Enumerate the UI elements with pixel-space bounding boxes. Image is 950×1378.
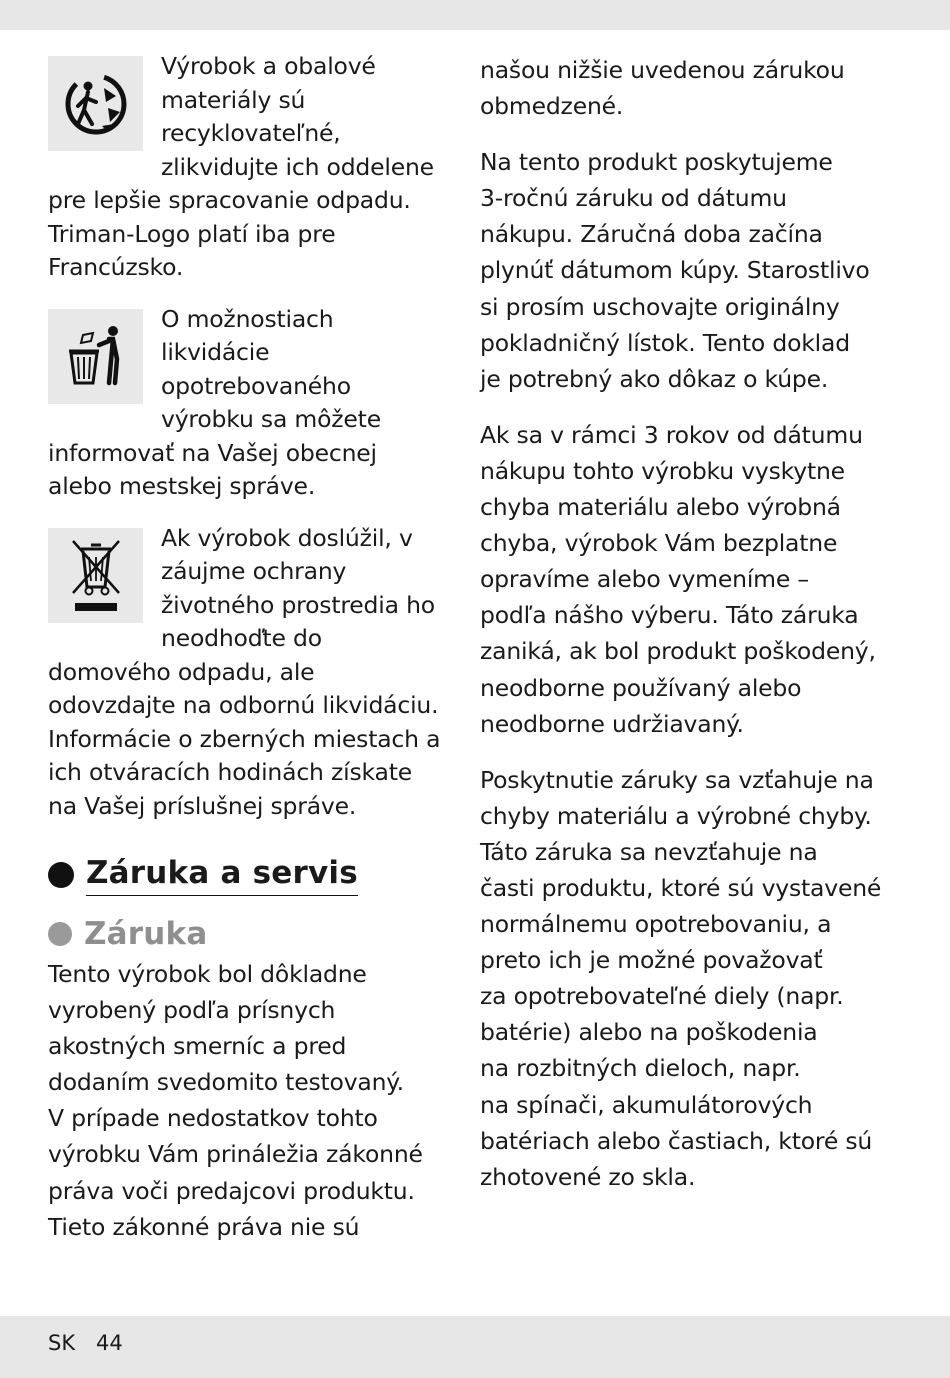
text-line: podľa nášho výberu. Táto záruka — [480, 601, 859, 630]
text-line: zaniká, ak bol produkt poškodený, — [480, 637, 876, 666]
text-line: pokladničný lístok. Tento doklad — [480, 328, 850, 357]
warranty-paragraph-2 — [480, 144, 900, 397]
text-line: pre lepšie spracovanie odpadu. — [48, 186, 411, 214]
black-bullet-icon — [48, 862, 74, 888]
text-line: Triman-Logo platí iba pre — [48, 219, 336, 248]
text-line: O možnostiach — [161, 304, 334, 333]
text-line: vyrobený podľa prísnych — [48, 996, 336, 1025]
section-title: Záruka a servis — [86, 853, 358, 896]
text-line: Tento výrobok bol dôkladne — [48, 960, 367, 988]
subsection-title: Záruka — [84, 916, 208, 952]
warranty-intro-paragraph — [48, 956, 448, 1245]
text-line: preto ich je možné považovať — [480, 946, 823, 975]
right-column — [480, 52, 900, 1215]
text-line: životného prostredia ho — [161, 590, 435, 619]
left-column — [48, 50, 448, 1265]
text-line: chyba materiálu alebo výrobná — [480, 493, 841, 522]
text-line: dodaním svedomito testovaný. — [48, 1068, 404, 1097]
text-line: našou nižšie uvedenou zárukou — [480, 56, 845, 84]
text-line: akostných smerníc a pred — [48, 1032, 347, 1061]
text-line: Francúzsko. — [48, 253, 184, 281]
footer-page-number: 44 — [96, 1331, 123, 1355]
text-line: výrobku Vám prináležia zákonné — [48, 1140, 423, 1169]
text-line: neodborne používaný alebo — [480, 673, 802, 702]
waste-bin-disposal-icon — [48, 309, 143, 404]
text-line: Tieto zákonné práva nie sú — [48, 1212, 360, 1241]
footer-bar — [0, 1316, 950, 1378]
text-line: nákupu. Záručná doba začína — [480, 220, 823, 249]
warranty-paragraph-1 — [480, 52, 900, 124]
text-line: zhotovené zo skla. — [480, 1162, 696, 1191]
text-line: obmedzené. — [480, 92, 624, 121]
triman-recycling-icon — [48, 56, 143, 151]
text-line: na rozbitných dieloch, napr. — [480, 1054, 801, 1083]
text-line: Výrobok a obalové — [161, 52, 376, 80]
text-line: neodhoďte do — [161, 624, 322, 652]
text-line: plynúť dátumom kúpy. Starostlivo — [480, 256, 870, 285]
text-line: Na tento produkt poskytujeme — [480, 148, 833, 177]
text-line: na Vašej príslušnej správe. — [48, 791, 357, 820]
warranty-paragraph-3 — [480, 417, 900, 742]
text-line: informovať na Vašej obecnej — [48, 438, 377, 467]
section-heading — [48, 853, 448, 896]
text-line: zlikvidujte ich oddelene — [161, 152, 434, 181]
text-line: časti produktu, ktoré sú vystavené — [480, 873, 882, 902]
text-line: Ak výrobok doslúžil, v — [161, 523, 413, 552]
text-line: záujme ochrany — [161, 557, 347, 585]
text-line: výrobku sa môžete — [161, 405, 381, 433]
text-line: chyba, výrobok Vám bezplatne — [480, 529, 838, 558]
text-line: domového odpadu, ale — [48, 657, 315, 686]
top-margin-bar — [0, 0, 950, 30]
text-line: normálnemu opotrebovaniu, a — [480, 910, 832, 939]
text-line: 3-ročnú záruku od dátumu — [480, 184, 787, 213]
text-line: batériach alebo častiach, ktoré sú — [480, 1126, 873, 1155]
crossed-out-wheelie-bin-icon — [48, 528, 143, 623]
text-line: Informácie o zberných miestach a — [48, 724, 441, 753]
text-line: opotrebovaného — [161, 371, 351, 400]
text-line: Poskytnutie záruky sa vzťahuje na — [480, 765, 874, 794]
text-line: alebo mestskej správe. — [48, 472, 316, 500]
text-line: opravíme alebo vymeníme – — [480, 565, 809, 594]
text-line: likvidácie — [161, 338, 270, 366]
text-line: neodborne udržiavaný. — [480, 709, 744, 738]
text-line: ich otváracích hodinách získate — [48, 758, 412, 786]
recycling-notice — [48, 50, 448, 285]
text-line: na spínači, akumulátorových — [480, 1090, 813, 1119]
text-line: V prípade nedostatkov tohto — [48, 1104, 378, 1133]
text-line: recyklovateľné, — [161, 119, 341, 147]
footer-language-code: SK — [48, 1331, 76, 1355]
text-line: je potrebný ako dôkaz o kúpe. — [480, 364, 829, 393]
warranty-paragraph-4 — [480, 762, 900, 1195]
text-line: Ak sa v rámci 3 rokov od dátumu — [480, 420, 863, 449]
text-line: nákupu tohto výrobku vyskytne — [480, 456, 845, 485]
disposal-info-notice — [48, 303, 448, 504]
text-line: odovzdajte na odbornú likvidáciu. — [48, 691, 439, 719]
text-line: si prosím uschovajte originálny — [480, 292, 840, 321]
text-line: chyby materiálu a výrobné chyby. — [480, 801, 872, 830]
grey-bullet-icon — [48, 922, 72, 946]
text-line: Táto záruka sa nevzťahuje na — [480, 837, 818, 866]
weee-notice — [48, 522, 448, 824]
text-line: za opotrebovateľné diely (napr. — [480, 982, 844, 1011]
text-line: materiály sú — [161, 85, 306, 114]
subsection-heading — [48, 914, 448, 954]
text-line: batérie) alebo na poškodenia — [480, 1018, 818, 1047]
text-line: práva voči predajcovi produktu. — [48, 1176, 415, 1205]
